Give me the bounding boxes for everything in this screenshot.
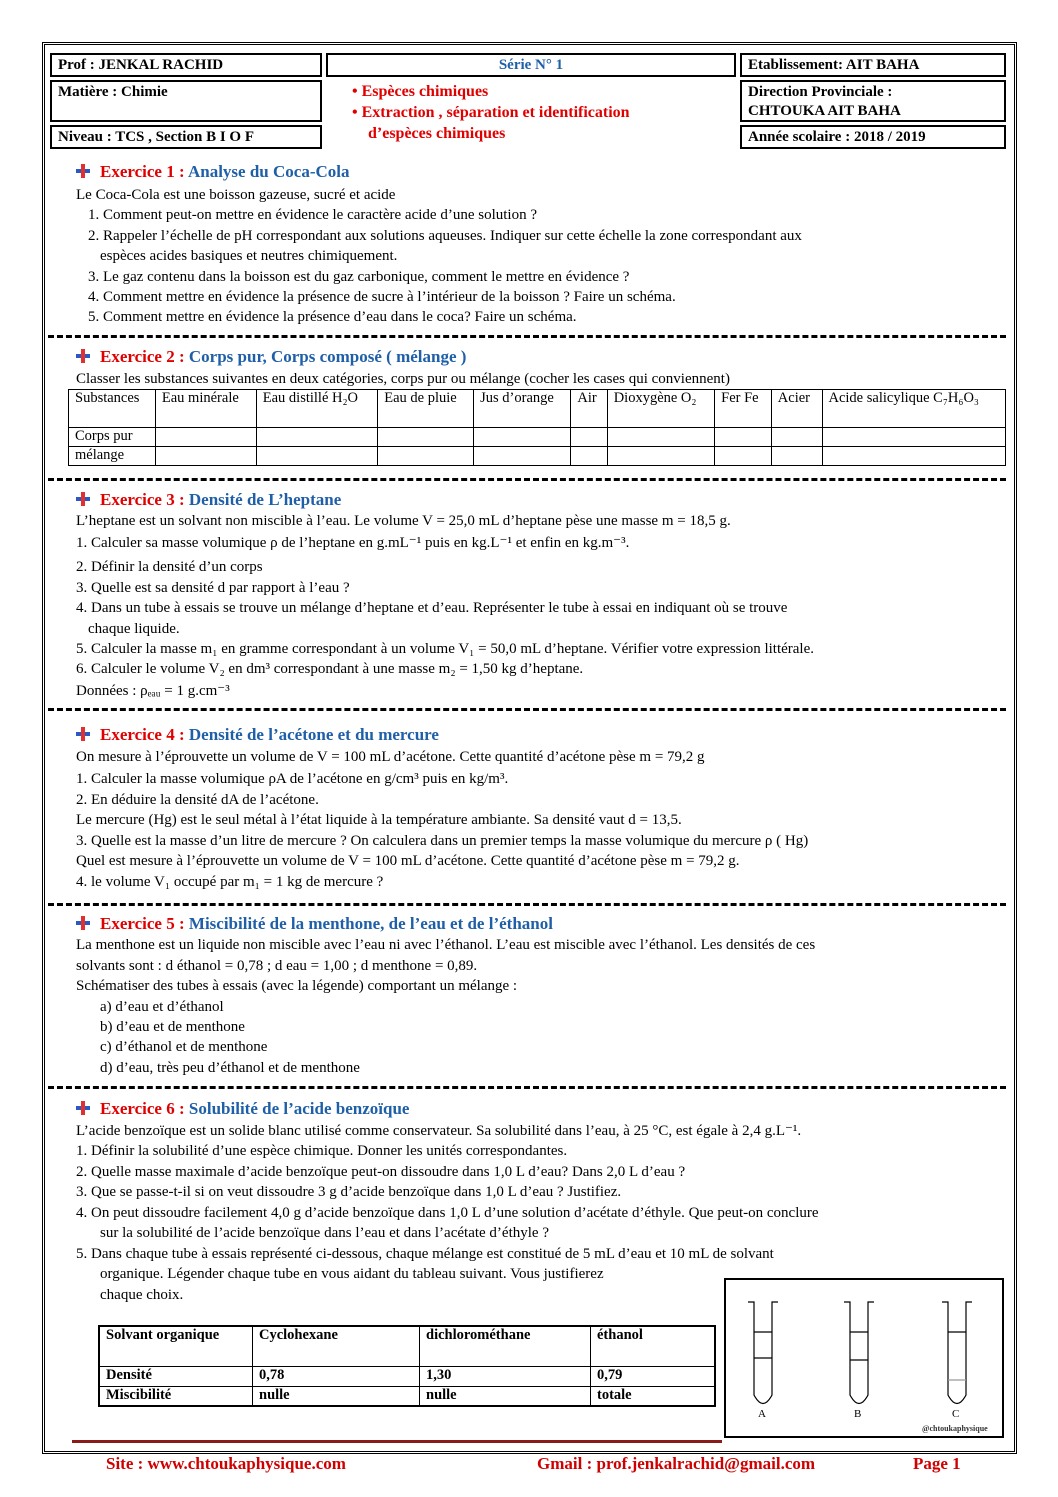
ex5-a: a) d’eau et d’éthanol [100, 999, 224, 1015]
ex1-q2b: espèces acides basiques et neutres chimiquement. [100, 248, 398, 264]
ex4-mercure: Le mercure (Hg) est le seul métal à l’état liquide à la température ambiante. Sa densité vaut d = 13,5. [76, 812, 682, 828]
ex5-task: Schématiser des tubes à essais (avec la légende) comportant un mélange : [76, 978, 518, 994]
ex1-q1: 1. Comment peut-on mettre en évidence le caractère acide d’une solution ? [88, 207, 537, 223]
separator [48, 1086, 1006, 1089]
ex6-q4a: 4. On peut dissoudre facilement 4,0 g d’acide benzoïque dans 1,0 L d’une solution d’acétate d’éthyle. Que peut-on conclure [76, 1205, 819, 1221]
ex6-q4b: sur la solubilité de l’acide benzoïque dans l’eau et dans l’acétate d’éthyle ? [100, 1225, 549, 1241]
separator [48, 903, 1006, 906]
ex5-b: b) d’eau et de menthone [100, 1019, 245, 1035]
bullet-icon [76, 164, 92, 178]
matiere-cell: Matière : Chimie [50, 80, 322, 122]
ex3-q3: 3. Quelle est sa densité d par rapport à l’eau ? [76, 580, 350, 596]
ex6-intro: L’acide benzoïque est un solide blanc utilisé comme conservateur. Sa solubilité dans l’eau, à 25 °C, est égale à 2,4 g.L⁻¹. [76, 1123, 802, 1139]
ex1-title: Exercice 1 : Analyse du Coca-Cola [76, 162, 349, 182]
ex4-q1: 1. Calculer la masse volumique ρA de l’acétone en g/cm³ puis en kg/m³. [76, 771, 509, 787]
serie-cell: Série N° 1 [326, 53, 736, 77]
ex1-q5: 5. Comment mettre en évidence la présence d’eau dans le coca? Faire un schéma. [88, 309, 577, 325]
separator [48, 478, 1006, 481]
separator [48, 708, 1006, 711]
tube-b [844, 1302, 874, 1404]
tube-label-b: B [854, 1408, 862, 1420]
bullet-icon [76, 349, 92, 363]
ex3-q4a: 4. Dans un tube à essais se trouve un mélange d’heptane et d’eau. Représenter le tube à essai en indiquant où se trouve [76, 600, 788, 616]
ex5-title: Exercice 5 : Miscibilité de la menthone, de l’eau et de l’éthanol [76, 914, 553, 934]
ex2-table: Substances Eau minérale Eau distillé H₂O Eau de pluie Jus d’orange Air Dioxygène O₂ Fer Fe Acier Acide salicylique C₇H₆O₃ Corps pur mélange [68, 389, 1006, 466]
ex6-q5a: 5. Dans chaque tube à essais représenté ci-dessous, chaque mélange est constitué de 5 mL d’eau et 10 mL de solvant [76, 1246, 774, 1262]
ex3-q4b: chaque liquide. [88, 621, 180, 637]
ex3-q1: 1. Calculer sa masse volumique ρ de l’heptane en g.mL⁻¹ puis en kg.L⁻¹ et enfin en kg.m⁻³. [76, 535, 630, 551]
topic-2a: Extraction , séparation et identification [361, 104, 630, 121]
tube-label-a: A [758, 1408, 766, 1420]
ex6-q2: 2. Quelle masse maximale d’acide benzoïque peut-on dissoudre dans 1,0 L d’eau? Dans 2,0 L d’eau ? [76, 1164, 686, 1180]
ex3-title: Exercice 3 : Densité de L’heptane [76, 490, 341, 510]
test-tubes-svg [726, 1280, 1002, 1436]
ex4-q3: 3. Quelle est la masse d’un litre de mercure ? On calculera dans un premier temps la masse volumique du mercure ρ ( Hg) [76, 833, 809, 849]
ex6-title: Exercice 6 : Solubilité de l’acide benzoïque [76, 1099, 409, 1119]
bullet-icon [76, 1101, 92, 1115]
tube-c [942, 1302, 972, 1404]
ex5-intro1: La menthone est un liquide non miscible avec l’eau ni avec l’éthanol. L’eau est miscible avec l’éthanol. Les densités de ces [76, 937, 816, 953]
ex4-title: Exercice 4 : Densité de l’acétone et du mercure [76, 725, 439, 745]
ex1-q4: 4. Comment mettre en évidence la présence de sucre à l’intérieur de la boisson ? Faire un schéma. [88, 289, 676, 305]
ex1-intro: Le Coca-Cola est une boisson gazeuse, sucré et acide [76, 187, 396, 203]
niveau-cell: Niveau : TCS , Section B I O F [50, 125, 322, 149]
ex1-q2a: 2. Rappeler l’échelle de pH correspondant aux solutions aqueuses. Indiquer sur cette échelle la zone correspondant aux [88, 228, 802, 244]
ex4-intro: On mesure à l’éprouvette un volume de V = 100 mL d’acétone. Cette quantité d’acétone pèse m = 79,2 g [76, 749, 705, 765]
footer-gmail[interactable]: Gmail : prof.jenkalrachid@gmail.com [537, 1454, 816, 1473]
bullet-icon [76, 727, 92, 741]
ex6-q3: 3. Que se passe-t-il si on veut dissoudre 3 g d’acide benzoïque dans 1,0 L d’eau ? Justifiez. [76, 1184, 622, 1200]
annee-cell: Année scolaire : 2018 / 2019 [740, 125, 1006, 149]
footer-site[interactable]: Site : www.chtoukaphysique.com [106, 1454, 346, 1473]
topic-1: Espèces chimiques [361, 83, 489, 100]
topics-cell: • Espèces chimiques • Extraction , séparation et identification d’espèces chimiques [352, 83, 630, 142]
test-tubes-figure [724, 1278, 1004, 1438]
ex1-q3: 3. Le gaz contenu dans la boisson est du gaz carbonique, comment le mettre en évidence ? [88, 269, 630, 285]
bullet-icon [76, 916, 92, 930]
ex6-q1: 1. Définir la solubilité d’une espèce chimique. Donner les unités correspondantes. [76, 1143, 568, 1159]
footer-rule [72, 1440, 722, 1443]
solvent-table: Solvant organique Cyclohexane dichlorométhane éthanol Densité 0,78 1,30 0,79 Miscibilité nulle nulle totale [98, 1325, 716, 1407]
tube-label-c: C [952, 1408, 960, 1420]
ex4-q4: 4. le volume V₁ occupé par m₁ = 1 kg de mercure ? [76, 874, 384, 890]
direction-cell: Direction Provinciale : CHTOUKA AIT BAHA [740, 80, 1006, 122]
footer-page: Page 1 [913, 1454, 961, 1473]
ex4-q2: 2. En déduire la densité dA de l’acétone. [76, 792, 319, 808]
ex6-q5b: organique. Légender chaque tube en vous aidant du tableau suivant. Vous justifierez [100, 1266, 604, 1282]
bullet-icon [76, 492, 92, 506]
ex5-d: d) d’eau, très peu d’éthanol et de menthone [100, 1060, 360, 1076]
ex4-repeat: Quel est mesure à l’éprouvette un volume de V = 100 mL d’acétone. Cette quantité d’acétone pèse m = 79,2 g. [76, 853, 740, 869]
ex3-intro: L’heptane est un solvant non miscible à l’eau. Le volume V = 25,0 mL d’heptane pèse une masse m = 18,5 g. [76, 513, 731, 529]
ex5-intro2: solvants sont : d éthanol = 0,78 ; d eau = 1,00 ; d menthone = 0,89. [76, 958, 478, 974]
ex6-q5c: chaque choix. [100, 1287, 184, 1303]
etablissement-cell: Etablissement: AIT BAHA [740, 53, 1006, 77]
ex3-q5: 5. Calculer la masse m₁ en gramme correspondant à un volume V₁ = 50,0 mL d’heptane. Vérifier votre expression littérale. [76, 641, 814, 657]
topic-2b: d’espèces chimiques [368, 125, 506, 142]
separator [48, 335, 1006, 338]
ex2-title: Exercice 2 : Corps pur, Corps composé ( mélange ) [76, 347, 466, 367]
ex3-q6: 6. Calculer le volume V₂ en dm³ correspondant à une masse m₂ = 1,50 kg d’heptane. [76, 661, 584, 677]
ex3-q2: 2. Définir la densité d’un corps [76, 559, 263, 575]
tube-a [748, 1302, 778, 1404]
prof-cell: Prof : JENKAL RACHID [50, 53, 322, 77]
ex3-data: Données : ρₑₐᵤ = 1 g.cm⁻³ [76, 683, 230, 699]
watermark: @chtoukaphysique [922, 1424, 988, 1433]
ex2-intro: Classer les substances suivantes en deux catégories, corps pur ou mélange (cocher les cases qui conviennent) [76, 371, 730, 387]
ex5-c: c) d’éthanol et de menthone [100, 1039, 268, 1055]
